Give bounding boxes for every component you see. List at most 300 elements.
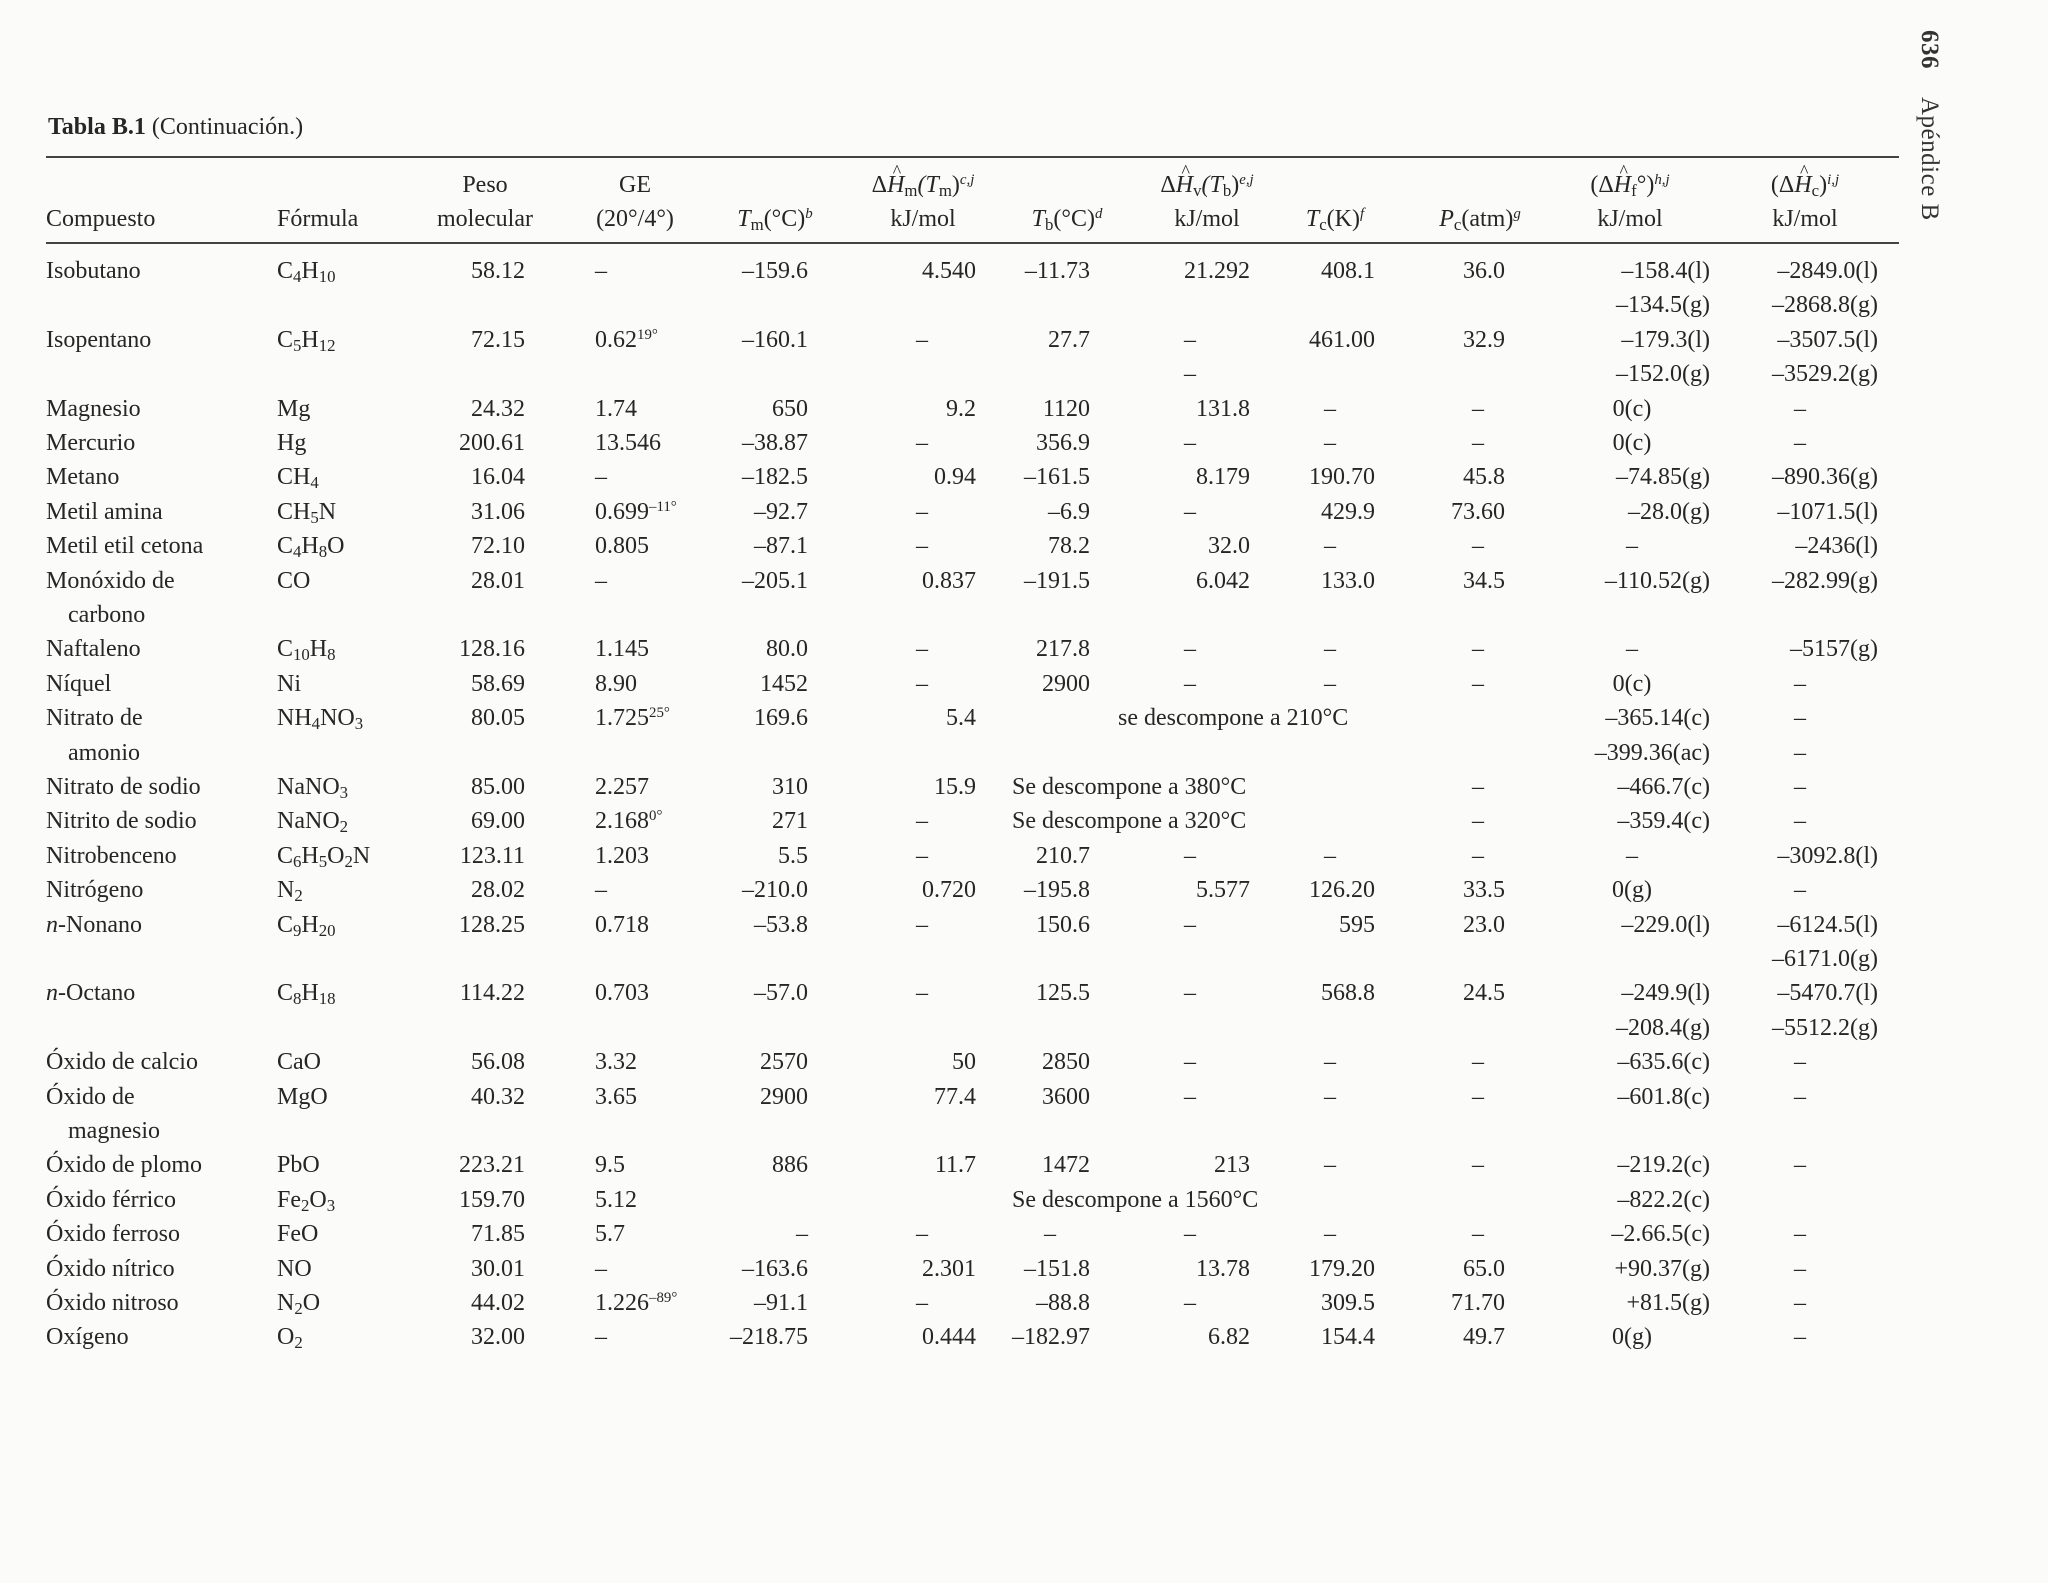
cell-dhf: 0(g) <box>1612 1324 1652 1351</box>
molecular-weight: 223.21 <box>459 1152 525 1179</box>
specific-gravity: 3.32 <box>595 1049 637 1076</box>
cell-pc: – <box>1472 636 1484 663</box>
cell-dhc: –1071.5(l) <box>1777 498 1878 525</box>
cell-dhv: 5.577 <box>1196 877 1250 904</box>
cell-dhc: –890.36(g) <box>1772 464 1878 491</box>
cell-pc: – <box>1472 1049 1484 1076</box>
cell-dhm: 15.9 <box>934 774 976 800</box>
cell-dhv: 6.82 <box>1208 1324 1250 1351</box>
running-head <box>1915 30 1943 221</box>
header-dhm-unit: kJ/mol <box>890 206 956 232</box>
cell-dhv: – <box>1184 842 1196 869</box>
formula: CaO <box>277 1049 321 1076</box>
cell-dhm: – <box>916 498 928 525</box>
table-header-rule <box>46 242 1899 244</box>
formula: FeO <box>277 1221 319 1248</box>
cell-dhf: 0(c) <box>1612 430 1652 456</box>
specific-gravity: $1.725^{25^\circ}$ <box>595 705 670 732</box>
header-formula: Fórmula <box>277 206 359 232</box>
molecular-weight: 30.01 <box>471 1255 525 1282</box>
cell-dhm: – <box>916 533 928 560</box>
cell-tm: 1452 <box>760 670 808 697</box>
specific-gravity: $1.226^{-89^\circ}$ <box>595 1289 678 1316</box>
molecular-weight: 159.70 <box>459 1186 525 1213</box>
header-tm: $T_m(^\circ C)^b$ <box>737 205 813 235</box>
cell-pc: 65.0 <box>1463 1255 1505 1282</box>
formula: $C_4H_{10}$ <box>277 258 336 287</box>
compound-name: carbono <box>68 602 146 628</box>
cell-dhc: –5470.7(l) <box>1777 980 1878 1007</box>
cell-dhf: –2.66.5(c) <box>1611 1221 1710 1248</box>
cell-tm: 2570 <box>760 1049 808 1076</box>
compound-name: Óxido nitroso <box>46 1290 179 1316</box>
cell-dhv: – <box>1184 1221 1196 1248</box>
cell-dhm: 0.94 <box>934 464 976 491</box>
molecular-weight: 128.16 <box>459 636 525 663</box>
molecular-weight: 200.61 <box>459 430 525 456</box>
compound-name: Níquel <box>46 670 112 697</box>
decomposition-note: Se descompone a 380°C <box>1012 774 1247 800</box>
molecular-weight: 72.10 <box>471 533 525 560</box>
cell-pc: – <box>1472 808 1484 835</box>
cell-dhc: –5512.2(g) <box>1772 1014 1878 1041</box>
cell-dhf: –365.14(c) <box>1605 705 1710 732</box>
cell-tc: – <box>1324 395 1336 422</box>
cell-tb: 150.6 <box>1036 911 1090 938</box>
cell-tm: –163.6 <box>742 1255 808 1282</box>
specific-gravity: – <box>595 877 607 904</box>
cell-tc: – <box>1324 1083 1336 1110</box>
table-caption <box>48 114 303 141</box>
header-peso-line2: molecular <box>437 206 533 232</box>
cell-dhm: 11.7 <box>934 1152 976 1179</box>
cell-dhc: –5157(g) <box>1790 636 1878 663</box>
cell-tm: –87.1 <box>754 533 808 560</box>
cell-tm: –57.0 <box>754 980 808 1007</box>
cell-dhc: – <box>1794 1324 1806 1351</box>
cell-dhc: – <box>1794 1221 1806 1248</box>
cell-tb: –195.8 <box>1024 877 1090 904</box>
molecular-weight: 44.02 <box>471 1290 525 1316</box>
cell-dhm: – <box>916 1290 928 1316</box>
specific-gravity: 1.203 <box>595 842 649 869</box>
cell-dhc: – <box>1794 1049 1806 1076</box>
cell-dhf: –822.2(c) <box>1617 1186 1710 1213</box>
cell-pc: 49.7 <box>1463 1324 1505 1351</box>
cell-dhc: –3507.5(l) <box>1777 326 1878 353</box>
header-ge-line1: GE <box>619 172 651 198</box>
cell-tc: 408.1 <box>1321 258 1375 284</box>
cell-dhm: 4.540 <box>922 258 976 284</box>
formula: $CH_5N$ <box>277 498 337 527</box>
cell-dhm: 2.301 <box>922 1255 976 1282</box>
cell-tc: 154.4 <box>1321 1324 1375 1351</box>
cell-dhc: – <box>1794 808 1806 835</box>
cell-dhv: – <box>1184 911 1196 938</box>
cell-dhc: – <box>1794 1152 1806 1179</box>
cell-dhm: – <box>916 636 928 663</box>
compound-name: Nitrato de <box>46 705 143 732</box>
cell-dhc: –2849.0(l) <box>1777 258 1878 284</box>
cell-dhv: 13.78 <box>1196 1255 1250 1282</box>
cell-tm: 2900 <box>760 1083 808 1110</box>
cell-dhf: –466.7(c) <box>1617 774 1710 800</box>
cell-pc: – <box>1472 430 1484 456</box>
cell-dhf: –399.36(ac) <box>1594 739 1710 766</box>
cell-dhf: –152.0(g) <box>1616 361 1710 388</box>
cell-tc: – <box>1324 430 1336 456</box>
compound-name: Óxido nítrico <box>46 1255 175 1282</box>
cell-tc: – <box>1324 533 1336 560</box>
formula: $N_2O$ <box>277 1290 321 1319</box>
cell-dhm: – <box>916 808 928 835</box>
specific-gravity: 5.12 <box>595 1186 637 1213</box>
formula: NO <box>277 1255 312 1282</box>
header-dhf-unit: kJ/mol <box>1597 206 1663 232</box>
compound-name: magnesio <box>68 1118 160 1144</box>
specific-gravity: 8.90 <box>595 670 637 697</box>
cell-dhv: – <box>1184 1083 1196 1110</box>
header-dhv-unit: kJ/mol <box>1174 206 1240 232</box>
cell-tm: 80.0 <box>766 636 808 663</box>
header-compuesto: Compuesto <box>46 206 156 232</box>
page-number: 636 <box>1916 30 1943 69</box>
cell-pc: 32.9 <box>1463 326 1505 353</box>
specific-gravity: 2.257 <box>595 774 649 800</box>
cell-dhc: –2436(l) <box>1795 533 1878 560</box>
specific-gravity: 3.65 <box>595 1083 637 1110</box>
cell-dhv: 131.8 <box>1196 395 1250 422</box>
specific-gravity: $0.62^{19^\circ}$ <box>595 326 658 353</box>
cell-dhc: – <box>1794 877 1806 904</box>
cell-dhv: – <box>1184 980 1196 1007</box>
cell-tb: 1472 <box>1042 1152 1090 1179</box>
cell-dhm: 77.4 <box>934 1083 976 1110</box>
cell-dhv: 32.0 <box>1208 533 1250 560</box>
cell-dhf: –208.4(g) <box>1616 1014 1710 1041</box>
specific-gravity: 0.805 <box>595 533 649 560</box>
compound-name: Óxido de plomo <box>46 1152 202 1179</box>
header-dhf: (ΔH $\^{}_f^\circ)^{h,j}$ <box>1560 168 1700 202</box>
table-label: Tabla B.1 <box>48 114 146 140</box>
cell-tc: – <box>1324 842 1336 869</box>
specific-gravity: $2.168^{0^\circ}$ <box>595 808 663 835</box>
compound-name: Óxido de <box>46 1083 135 1110</box>
specific-gravity: – <box>595 1255 607 1282</box>
cell-tm: 310 <box>772 774 808 800</box>
specific-gravity: $0.699^{-11^\circ}$ <box>595 498 677 525</box>
cell-dhc: – <box>1794 395 1806 422</box>
cell-dhm: 5.4 <box>946 705 976 732</box>
cell-dhm: – <box>916 430 928 456</box>
compound-name: Óxido de calcio <box>46 1049 198 1076</box>
formula: $CH_4$ <box>277 464 319 493</box>
cell-dhf: –249.9(l) <box>1621 980 1710 1007</box>
cell-pc: 24.5 <box>1463 980 1505 1007</box>
cell-pc: – <box>1472 1152 1484 1179</box>
compound-name: Metil amina <box>46 498 163 525</box>
cell-dhv: – <box>1184 1290 1196 1316</box>
molecular-weight: 71.85 <box>471 1221 525 1248</box>
cell-pc: 73.60 <box>1451 498 1505 525</box>
formula: $NH_4NO_3$ <box>277 705 364 734</box>
cell-dhm: – <box>916 670 928 697</box>
cell-dhc: – <box>1794 670 1806 697</box>
compound-name: Nitrobenceno <box>46 842 177 869</box>
cell-dhf: –359.4(c) <box>1617 808 1710 835</box>
formula: PbO <box>277 1152 320 1179</box>
molecular-weight: 72.15 <box>471 326 525 353</box>
molecular-weight: 24.32 <box>471 395 525 422</box>
cell-dhf: – <box>1626 842 1638 869</box>
header-dhv: ΔH $\^{}_v(T_b)^{e,j}$ <box>1132 168 1282 202</box>
cell-dhm: 0.720 <box>922 877 976 904</box>
header-dhc: (ΔH $\^{}_c)^{i,j}$ <box>1735 168 1875 202</box>
molecular-weight: 114.22 <box>459 980 525 1007</box>
section-title: Apéndice B <box>1916 97 1943 221</box>
formula: NaNO$_2$ <box>277 808 349 837</box>
cell-dhv: – <box>1184 326 1196 353</box>
formula: $C_4H_8O$ <box>277 533 345 562</box>
cell-dhc: –282.99(g) <box>1772 567 1878 594</box>
cell-dhm: 0.837 <box>922 567 976 594</box>
cell-tb: 356.9 <box>1036 430 1090 456</box>
cell-pc: 23.0 <box>1463 911 1505 938</box>
cell-tb: 27.7 <box>1048 326 1090 353</box>
decomposition-note: Se descompone a 1560°C <box>1012 1186 1259 1213</box>
cell-tc: 429.9 <box>1321 498 1375 525</box>
cell-dhf: –28.0(g) <box>1628 498 1710 525</box>
cell-tc: – <box>1324 1049 1336 1076</box>
cell-dhc: – <box>1794 430 1806 456</box>
cell-tm: –160.1 <box>742 326 808 353</box>
cell-dhf: –219.2(c) <box>1617 1152 1710 1179</box>
cell-pc: 71.70 <box>1451 1290 1505 1316</box>
specific-gravity: – <box>595 464 607 491</box>
cell-tc: 595 <box>1339 911 1375 938</box>
cell-dhv: 6.042 <box>1196 567 1250 594</box>
cell-tb: 125.5 <box>1036 980 1090 1007</box>
cell-pc: – <box>1472 842 1484 869</box>
cell-pc: – <box>1472 774 1484 800</box>
cell-tb: –11.73 <box>1024 258 1090 284</box>
cell-tc: – <box>1324 1152 1336 1179</box>
cell-tc: 179.20 <box>1309 1255 1375 1282</box>
cell-dhv: – <box>1184 636 1196 663</box>
molecular-weight: 32.00 <box>471 1324 525 1351</box>
cell-tm: –159.6 <box>742 258 808 284</box>
cell-tm: 886 <box>772 1152 808 1179</box>
cell-tb: 1120 <box>1042 395 1090 422</box>
cell-tb: 2900 <box>1042 670 1090 697</box>
formula: $O_2$ <box>277 1324 303 1353</box>
cell-dhf: –74.85(g) <box>1616 464 1710 491</box>
cell-pc: 33.5 <box>1463 877 1505 904</box>
specific-gravity: – <box>595 1324 607 1351</box>
cell-tc: 190.70 <box>1309 464 1375 491</box>
cell-dhc: –2868.8(g) <box>1772 292 1878 319</box>
formula: NaNO$_3$ <box>277 774 349 803</box>
cell-tm: –210.0 <box>742 877 808 904</box>
cell-pc: 36.0 <box>1463 258 1505 284</box>
cell-dhc: –6171.0(g) <box>1772 946 1878 972</box>
cell-tb: 210.7 <box>1036 842 1090 869</box>
cell-pc: 45.8 <box>1463 464 1505 491</box>
specific-gravity: – <box>595 567 607 594</box>
cell-tb: –151.8 <box>1024 1255 1090 1282</box>
cell-dhf: 0(g) <box>1612 877 1652 904</box>
cell-dhc: –3529.2(g) <box>1772 361 1878 388</box>
cell-tm: –38.87 <box>742 430 808 456</box>
cell-tb: 3600 <box>1042 1083 1090 1110</box>
header-dhc-unit: kJ/mol <box>1772 206 1838 232</box>
compound-name: Metil etil cetona <box>46 533 204 560</box>
cell-tc: – <box>1324 1221 1336 1248</box>
cell-dhf: –601.8(c) <box>1617 1083 1710 1110</box>
cell-dhf: – <box>1626 533 1638 560</box>
specific-gravity: 13.546 <box>595 430 661 456</box>
cell-dhc: – <box>1794 1083 1806 1110</box>
formula: $C_{10}H_8$ <box>277 636 336 665</box>
formula: $C_9H_{20}$ <box>277 911 336 940</box>
cell-tb: 217.8 <box>1036 636 1090 663</box>
cell-dhm: 0.444 <box>922 1324 976 1351</box>
cell-tm: –182.5 <box>742 464 808 491</box>
cell-dhc: – <box>1794 1255 1806 1282</box>
molecular-weight: 85.00 <box>471 774 525 800</box>
cell-tm: –92.7 <box>754 498 808 525</box>
compound-name: amonio <box>68 739 140 766</box>
cell-tb: 78.2 <box>1048 533 1090 560</box>
cell-dhm: – <box>916 326 928 353</box>
molecular-weight: 128.25 <box>459 911 525 938</box>
formula: $C_8H_{18}$ <box>277 980 336 1009</box>
cell-dhf: –229.0(l) <box>1621 911 1710 938</box>
cell-tb: –88.8 <box>1036 1290 1090 1316</box>
cell-tc: 461.00 <box>1309 326 1375 353</box>
molecular-weight: 28.01 <box>471 567 525 594</box>
molecular-weight: 40.32 <box>471 1083 525 1110</box>
formula: Hg <box>277 430 307 456</box>
molecular-weight: 28.02 <box>471 877 525 904</box>
cell-dhf: – <box>1626 636 1638 663</box>
compound-name: Monóxido de <box>46 567 175 594</box>
compound-name: Magnesio <box>46 395 141 422</box>
formula: $N_2$ <box>277 877 303 906</box>
molecular-weight: 69.00 <box>471 808 525 835</box>
molecular-weight: 58.69 <box>471 670 525 697</box>
cell-pc: – <box>1472 670 1484 697</box>
cell-tb: –6.9 <box>1048 498 1090 525</box>
specific-gravity: 5.7 <box>595 1221 625 1248</box>
compound-name: Isopentano <box>46 326 152 353</box>
cell-dhm: – <box>916 911 928 938</box>
cell-pc: – <box>1472 395 1484 422</box>
cell-tm: 169.6 <box>754 705 808 732</box>
cell-dhf: 0(c) <box>1612 670 1652 697</box>
molecular-weight: 31.06 <box>471 498 525 525</box>
cell-dhf: –635.6(c) <box>1617 1049 1710 1076</box>
compound-name: Mercurio <box>46 430 136 456</box>
specific-gravity: 1.145 <box>595 636 649 663</box>
header-dhm: ΔH $\^{}_m(T_m)^{c,j}$ <box>848 168 998 202</box>
cell-tc: 309.5 <box>1321 1290 1375 1316</box>
cell-dhc: – <box>1794 1290 1806 1316</box>
compound-name: Óxido férrico <box>46 1186 176 1213</box>
cell-dhc: – <box>1794 774 1806 800</box>
cell-tm: 650 <box>772 395 808 422</box>
cell-pc: – <box>1472 533 1484 560</box>
header-tc: $T_c(K)^f$ <box>1305 205 1365 235</box>
formula: Ni <box>277 670 301 697</box>
formula: $C_6H_5O_2N$ <box>277 842 371 871</box>
compound-name: Nitrógeno <box>46 877 144 904</box>
cell-tm: 271 <box>772 808 808 835</box>
compound-name: Nitrito de sodio <box>46 808 197 835</box>
cell-tc: 568.8 <box>1321 980 1375 1007</box>
cell-tb: –191.5 <box>1024 567 1090 594</box>
cell-dhv: – <box>1184 670 1196 697</box>
specific-gravity: 0.718 <box>595 911 649 938</box>
cell-dhc: –6124.5(l) <box>1777 911 1878 938</box>
cell-pc: – <box>1472 1221 1484 1248</box>
compound-name: Nitrato de sodio <box>46 774 201 800</box>
cell-dhc: –3092.8(l) <box>1777 842 1878 869</box>
cell-tb: –161.5 <box>1024 464 1090 491</box>
cell-dhv: 21.292 <box>1184 258 1250 284</box>
cell-tc: 133.0 <box>1321 567 1375 594</box>
compound-name: Metano <box>46 464 120 491</box>
compound-name: n-Octano <box>46 980 136 1007</box>
cell-dhc: – <box>1794 739 1806 766</box>
molecular-weight: 16.04 <box>471 464 525 491</box>
cell-dhf: –110.52(g) <box>1604 567 1710 594</box>
cell-pc: – <box>1472 1083 1484 1110</box>
cell-dhf: +90.37(g) <box>1614 1255 1710 1282</box>
decomposition-note: se descompone a 210°C <box>1118 705 1349 732</box>
cell-tm: –218.75 <box>730 1324 808 1351</box>
cell-dhm: 50 <box>952 1049 976 1076</box>
cell-tb: –182.97 <box>1012 1324 1090 1351</box>
header-ge-line2: (20°/4°) <box>596 206 674 232</box>
formula: MgO <box>277 1083 328 1110</box>
formula: CO <box>277 567 311 594</box>
cell-dhv-extra: – <box>1184 361 1196 388</box>
cell-dhf: –179.3(l) <box>1621 326 1710 353</box>
compound-name: Isobutano <box>46 258 141 284</box>
formula: Mg <box>277 395 311 422</box>
cell-dhv: 213 <box>1214 1152 1250 1179</box>
compound-name: Oxígeno <box>46 1324 129 1351</box>
cell-tm: –205.1 <box>742 567 808 594</box>
cell-dhm: – <box>916 1221 928 1248</box>
decomposition-note: Se descompone a 320°C <box>1012 808 1247 835</box>
cell-tb: 2850 <box>1042 1049 1090 1076</box>
compound-name: Naftaleno <box>46 636 141 663</box>
cell-dhc: – <box>1794 705 1806 732</box>
specific-gravity: 1.74 <box>595 395 637 422</box>
cell-dhv: – <box>1184 430 1196 456</box>
formula: $Fe_2O_3$ <box>277 1186 336 1215</box>
cell-pc: 34.5 <box>1463 567 1505 594</box>
cell-dhv: – <box>1184 1049 1196 1076</box>
cell-tb: – <box>1044 1221 1056 1248</box>
compound-name: n-Nonano <box>46 911 142 938</box>
cell-tc: – <box>1324 670 1336 697</box>
molecular-weight: 58.12 <box>471 258 525 284</box>
cell-dhm: – <box>916 842 928 869</box>
specific-gravity: 0.703 <box>595 980 649 1007</box>
